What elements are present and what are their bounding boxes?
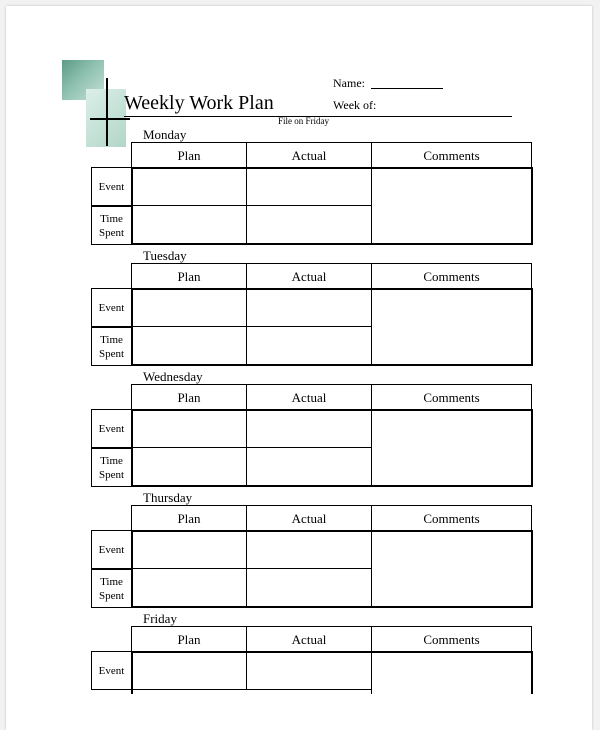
row-label-time-spent <box>91 327 132 366</box>
day-label-friday: Friday <box>143 611 177 626</box>
monday-plan-cell-time-spent[interactable] <box>131 205 247 244</box>
time-spent-line-2: Spent <box>98 226 125 239</box>
time-spent-text <box>99 333 124 361</box>
week-of-label: Week of: <box>333 98 377 112</box>
friday-plan-cell-event[interactable] <box>131 651 247 690</box>
day-label-thursday: Thursday <box>143 490 193 505</box>
wednesday-actual-cell-time-spent[interactable] <box>246 447 372 486</box>
row-label-event: Event <box>91 409 132 448</box>
name-field-line[interactable] <box>371 88 443 89</box>
file-note: File on Friday <box>278 116 329 126</box>
column-header-comments: Comments <box>371 626 532 652</box>
tuesday-actual-cell-event[interactable] <box>246 288 372 327</box>
row-label-event: Event <box>91 651 132 690</box>
thursday-actual-cell-time-spent[interactable] <box>246 568 372 607</box>
column-header-actual: Actual <box>246 626 372 652</box>
row-label-time-spent <box>91 206 132 245</box>
thursday-comments-cell[interactable] <box>371 530 533 608</box>
column-header-comments: Comments <box>371 142 532 168</box>
page-title: Weekly Work Plan <box>124 92 274 114</box>
column-header-comments: Comments <box>371 263 532 289</box>
tuesday-comments-cell[interactable] <box>371 288 533 366</box>
column-header-actual: Actual <box>246 263 372 289</box>
row-label-time-spent <box>91 448 132 487</box>
day-label-monday: Monday <box>143 127 187 142</box>
time-spent-line-2: Spent <box>98 468 125 481</box>
day-label-wednesday: Wednesday <box>143 369 203 384</box>
tuesday-plan-cell-event[interactable] <box>131 288 247 327</box>
column-header-comments: Comments <box>371 384 532 410</box>
logo-horizontal-rule <box>90 118 130 120</box>
wednesday-actual-cell-event[interactable] <box>246 409 372 448</box>
tuesday-actual-cell-time-spent[interactable] <box>246 326 372 365</box>
column-header-actual: Actual <box>246 142 372 168</box>
column-header-plan: Plan <box>131 505 247 531</box>
time-spent-text <box>99 212 124 240</box>
column-header-actual: Actual <box>246 505 372 531</box>
thursday-actual-cell-event[interactable] <box>246 530 372 569</box>
time-spent-line-1: Time <box>100 333 123 346</box>
name-label: Name: <box>333 76 365 90</box>
thursday-plan-cell-event[interactable] <box>131 530 247 569</box>
wednesday-plan-cell-time-spent[interactable] <box>131 447 247 486</box>
friday-actual-cell-event[interactable] <box>246 651 372 690</box>
thursday-plan-cell-time-spent[interactable] <box>131 568 247 607</box>
row-label-event: Event <box>91 530 132 569</box>
row-label-time-spent <box>91 569 132 608</box>
document-page <box>6 6 592 730</box>
tuesday-plan-cell-time-spent[interactable] <box>131 326 247 365</box>
monday-actual-cell-event[interactable] <box>246 167 372 206</box>
time-spent-line-2: Spent <box>98 347 125 360</box>
time-spent-text <box>99 454 124 482</box>
column-header-comments: Comments <box>371 505 532 531</box>
column-header-plan: Plan <box>131 626 247 652</box>
column-header-plan: Plan <box>131 263 247 289</box>
wednesday-plan-cell-event[interactable] <box>131 409 247 448</box>
friday-comments-cell[interactable] <box>371 651 533 694</box>
monday-comments-cell[interactable] <box>371 167 533 245</box>
day-label-tuesday: Tuesday <box>143 248 187 263</box>
time-spent-line-1: Time <box>100 454 123 467</box>
row-label-event: Event <box>91 167 132 206</box>
time-spent-line-1: Time <box>100 575 123 588</box>
time-spent-text <box>99 575 124 603</box>
logo-vertical-rule <box>106 78 108 146</box>
monday-actual-cell-time-spent[interactable] <box>246 205 372 244</box>
column-header-plan: Plan <box>131 384 247 410</box>
monday-plan-cell-event[interactable] <box>131 167 247 206</box>
time-spent-line-1: Time <box>100 212 123 225</box>
wednesday-comments-cell[interactable] <box>371 409 533 487</box>
row-label-event: Event <box>91 288 132 327</box>
time-spent-line-2: Spent <box>98 589 125 602</box>
column-header-plan: Plan <box>131 142 247 168</box>
column-header-actual: Actual <box>246 384 372 410</box>
